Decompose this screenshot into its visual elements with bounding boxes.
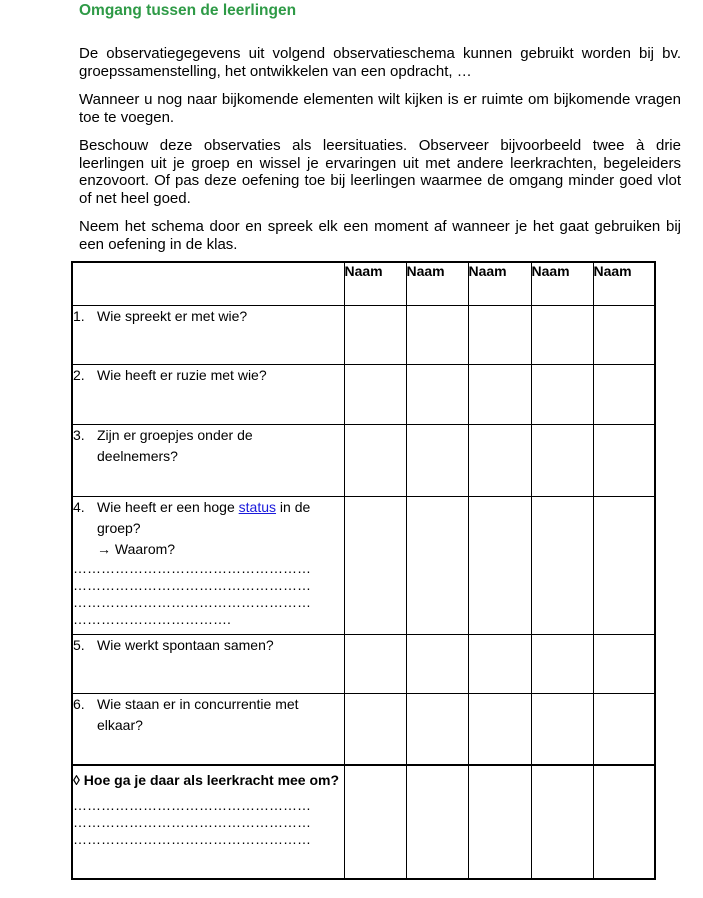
question-text: Wie heeft er ruzie met wie?	[97, 366, 267, 383]
question-number: 4.	[73, 498, 85, 515]
observation-table	[71, 261, 656, 880]
page-title: Omgang tussen de leerlingen	[79, 2, 297, 19]
observation-cell[interactable]	[406, 364, 468, 424]
answer-dots-line: …………………………….	[73, 610, 231, 627]
table-row	[72, 634, 655, 693]
learning-situations-paragraph: Beschouw deze observaties als leersituaties. Observeer bijvoorbeeld twee à drie leerlingen uit je groep en wissel je ervaringen uit met andere leerkrachten, begeleiders enzovoort. Of pas deze oefening toe bij leerlingen waarmee de omgang minder goed vlot of net heel goed.	[79, 137, 681, 207]
question-number: 1.	[73, 307, 85, 324]
observation-cell[interactable]	[531, 693, 593, 765]
question-cell	[72, 305, 344, 364]
answer-dots-line: ……………………………………………	[73, 593, 311, 610]
question-cell	[72, 364, 344, 424]
observation-cell[interactable]	[406, 305, 468, 364]
question-number: 3.	[73, 426, 85, 443]
observation-cell[interactable]	[468, 424, 531, 496]
question-number: 5.	[73, 636, 85, 653]
observation-cell[interactable]	[531, 305, 593, 364]
schedule-paragraph: Neem het schema door en spreek elk een moment af wanneer je het gaat gebruiken bij een oefening in de klas.	[79, 218, 681, 253]
answer-dots-line: ……………………………………………	[73, 814, 311, 830]
question-text-after: in de groep?	[97, 498, 311, 536]
name-column-header: Naam	[531, 262, 593, 305]
observation-cell[interactable]	[531, 496, 593, 634]
observation-cell[interactable]	[593, 765, 655, 879]
table-row	[72, 693, 655, 765]
observation-cell[interactable]	[406, 424, 468, 496]
observation-cell[interactable]	[593, 634, 655, 693]
answer-dots-line: ……………………………………………	[73, 576, 311, 593]
teacher-question: ◊ Hoe ga je daar als leerkracht mee om?	[73, 772, 340, 788]
observation-cell[interactable]	[344, 305, 406, 364]
question-text: Wie spreekt er met wie?	[97, 307, 248, 324]
observation-cell[interactable]	[344, 693, 406, 765]
question-text: Zijn er groepjes onder de deelnemers?	[97, 426, 253, 464]
question-cell	[72, 496, 344, 634]
question-number: 2.	[73, 366, 85, 383]
question-number: 6.	[73, 695, 85, 712]
observation-cell[interactable]	[531, 765, 593, 879]
observation-cell[interactable]	[406, 693, 468, 765]
observation-cell[interactable]	[593, 364, 655, 424]
observation-cell[interactable]	[406, 496, 468, 634]
observation-cell[interactable]	[593, 424, 655, 496]
status-link[interactable]: status	[238, 498, 277, 515]
name-column-header: Naam	[468, 262, 531, 305]
observation-cell[interactable]	[593, 693, 655, 765]
question-cell	[72, 693, 344, 765]
observation-cell[interactable]	[344, 634, 406, 693]
observation-cell[interactable]	[531, 364, 593, 424]
observation-cell[interactable]	[406, 765, 468, 879]
answer-dots-line: ……………………………………………	[73, 559, 311, 576]
question-text: Wie staan er in concurrentie met elkaar?	[97, 695, 299, 733]
name-column-header: Naam	[344, 262, 406, 305]
table-row	[72, 496, 655, 634]
table-header-row	[72, 262, 655, 305]
observation-cell[interactable]	[593, 496, 655, 634]
table-row	[72, 364, 655, 424]
observation-cell[interactable]	[406, 634, 468, 693]
observation-cell[interactable]	[531, 424, 593, 496]
answer-dots-line: ……………………………………………	[73, 831, 311, 847]
question-cell	[72, 765, 344, 879]
table-row	[72, 305, 655, 364]
observation-cell[interactable]	[344, 364, 406, 424]
observation-cell[interactable]	[468, 305, 531, 364]
observation-cell[interactable]	[468, 496, 531, 634]
table-row-final	[72, 765, 655, 879]
question-text	[97, 497, 325, 560]
name-column-header: Naam	[593, 262, 655, 305]
observation-cell[interactable]	[468, 693, 531, 765]
name-column-header: Naam	[406, 262, 468, 305]
observation-cell[interactable]	[344, 424, 406, 496]
question-cell	[72, 634, 344, 693]
observation-cell[interactable]	[344, 765, 406, 879]
observation-cell[interactable]	[344, 496, 406, 634]
observation-cell[interactable]	[593, 305, 655, 364]
intro-paragraph: De observatiegegevens uit volgend observatieschema kunnen gebruikt worden bij bv. groepssamenstelling, het ontwikkelen van een opdracht, …	[79, 45, 681, 80]
answer-dots-line: ……………………………………………	[73, 797, 311, 813]
question-text: Wie werkt spontaan samen?	[97, 636, 274, 653]
observation-cell[interactable]	[531, 634, 593, 693]
question-text-before: Wie heeft er een hoge	[97, 498, 239, 515]
table-row	[72, 424, 655, 496]
observation-cell[interactable]	[468, 765, 531, 879]
observation-cell[interactable]	[468, 634, 531, 693]
question-header-cell	[72, 262, 344, 305]
additional-questions-paragraph: Wanneer u nog naar bijkomende elementen wilt kijken is er ruimte om bijkomende vragen toe te voegen.	[79, 91, 681, 126]
observation-cell[interactable]	[468, 364, 531, 424]
question-cell	[72, 424, 344, 496]
why-subquestion: → Waarom?	[97, 540, 176, 557]
